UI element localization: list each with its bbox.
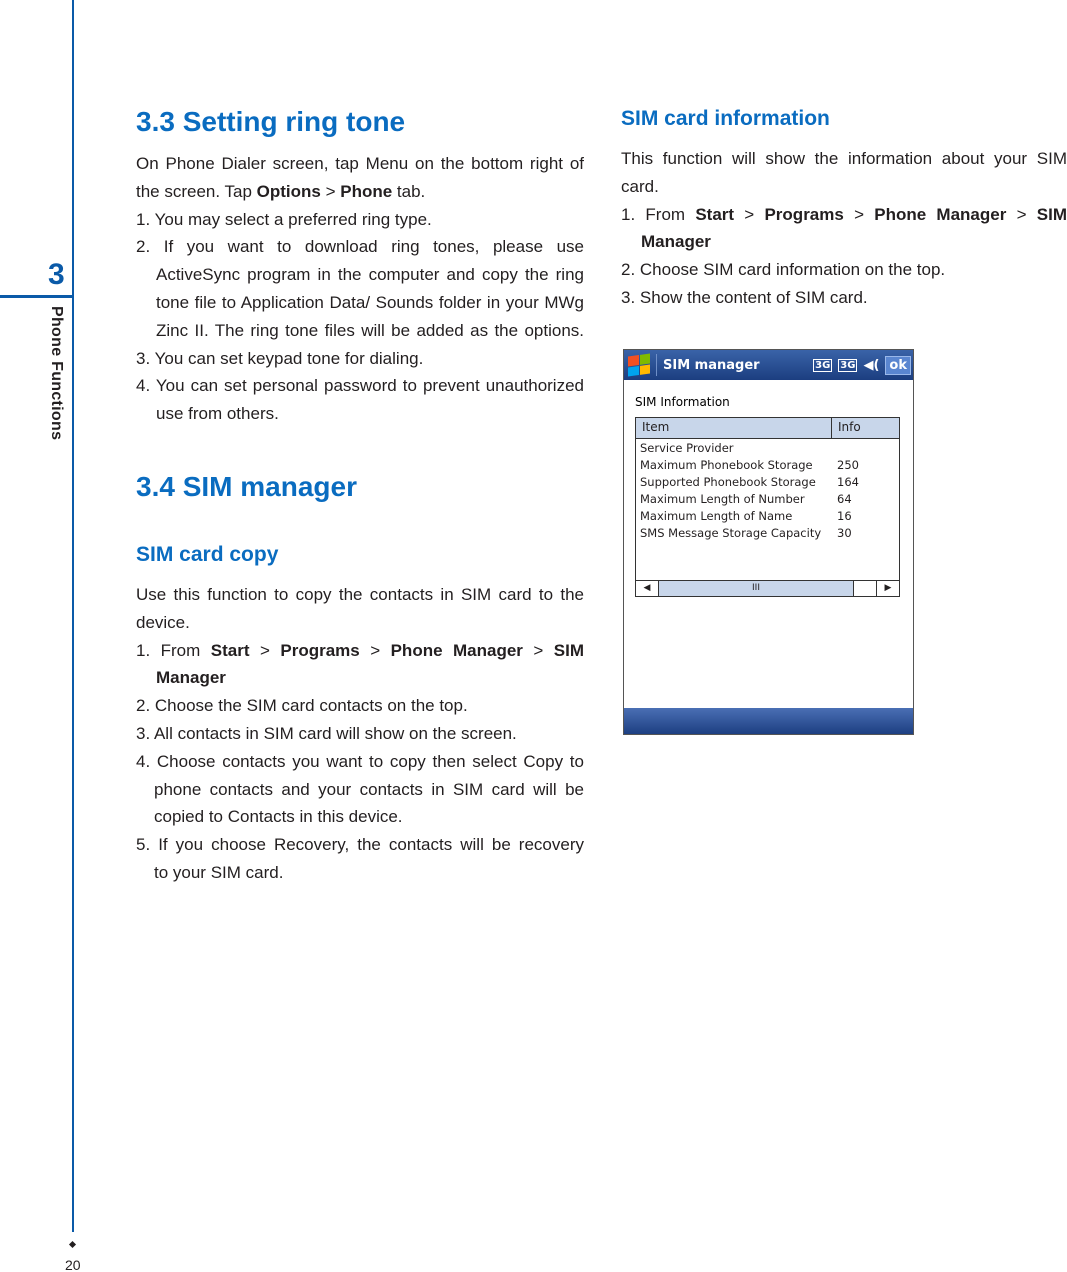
text-line bbox=[136, 696, 468, 716]
list-row[interactable] bbox=[636, 457, 899, 474]
device-screenshot bbox=[623, 349, 914, 735]
info-cell: 164 bbox=[837, 475, 859, 489]
chapter-number: 3 bbox=[48, 258, 65, 291]
text-run: 1. From bbox=[621, 204, 696, 224]
info-cell: 30 bbox=[837, 526, 852, 540]
text-run: 5. If you choose Recovery, the contacts will be recovery bbox=[136, 835, 584, 855]
list-row[interactable] bbox=[636, 508, 899, 525]
text-line bbox=[621, 288, 868, 308]
text-run: Programs bbox=[764, 204, 844, 224]
scroll-right-icon[interactable]: ▶ bbox=[876, 581, 899, 596]
text-line bbox=[136, 613, 190, 633]
section-label: SIM Information bbox=[635, 395, 730, 409]
column-header-item[interactable]: Item bbox=[636, 418, 832, 438]
item-cell: SMS Message Storage Capacity bbox=[640, 526, 822, 540]
text-run: > bbox=[1006, 204, 1037, 224]
text-run: tab. bbox=[392, 181, 426, 201]
text-run: > bbox=[734, 204, 765, 224]
text-line bbox=[621, 260, 945, 280]
text-run: Manager bbox=[156, 668, 226, 688]
text-run: 3. Show the content of SIM card. bbox=[621, 288, 868, 307]
column-header-info[interactable]: Info bbox=[838, 420, 861, 434]
signal-icon: 3G bbox=[840, 359, 856, 371]
heading-sim-card-copy: SIM card copy bbox=[136, 543, 279, 566]
text-run: Phone bbox=[340, 181, 393, 201]
text-line bbox=[154, 780, 584, 800]
title-bar bbox=[624, 350, 913, 380]
text-run: device. bbox=[136, 612, 190, 632]
text-run: Zinc II. The ring tone files will be added as the options. bbox=[156, 320, 584, 340]
text-line bbox=[136, 724, 517, 744]
item-cell: Supported Phonebook Storage bbox=[640, 475, 816, 489]
text-run: Use this function to copy the contacts in SIM card to the bbox=[136, 585, 584, 604]
text-line bbox=[156, 293, 584, 313]
list-row[interactable] bbox=[636, 474, 899, 491]
text-run: tone file to Application Data/ Sounds folder in your MWg bbox=[156, 293, 584, 312]
text-line bbox=[621, 149, 1067, 169]
list-row[interactable] bbox=[636, 491, 899, 508]
text-run: This function will show the information about your SIM bbox=[621, 149, 1067, 168]
heading-ring-tone: 3.3 Setting ring tone bbox=[136, 106, 406, 137]
text-run: phone contacts and your contacts in SIM card will be bbox=[154, 779, 584, 799]
text-run: > bbox=[320, 181, 341, 201]
text-run: 2. Choose SIM card information on the top. bbox=[621, 260, 946, 280]
text-line bbox=[136, 349, 423, 369]
text-run: On Phone Dialer screen, tap Menu on the bottom right of bbox=[136, 154, 584, 173]
info-cell: 64 bbox=[837, 492, 852, 506]
text-line bbox=[156, 404, 279, 424]
text-run: Start bbox=[695, 204, 735, 224]
text-run: 1. From bbox=[136, 640, 211, 660]
item-cell: Maximum Length of Number bbox=[640, 492, 805, 506]
list-row[interactable] bbox=[636, 525, 899, 542]
text-run: Phone Manager bbox=[874, 204, 1007, 224]
text-run: SIM bbox=[1036, 204, 1067, 224]
3g-icon: 3G bbox=[815, 359, 831, 371]
windows-start-icon bbox=[628, 353, 650, 376]
text-line bbox=[156, 265, 584, 285]
text-run: 4. Choose contacts you want to copy then select Copy to bbox=[136, 751, 584, 771]
text-run: Manager bbox=[641, 232, 711, 252]
text-line bbox=[136, 585, 584, 605]
text-run: copied to Contacts in this device. bbox=[154, 807, 403, 827]
text-run: card. bbox=[621, 176, 659, 196]
text-run: > bbox=[359, 640, 391, 660]
text-line bbox=[136, 641, 584, 661]
chapter-tab-rule bbox=[0, 295, 74, 298]
sim-info-list bbox=[635, 417, 900, 597]
text-run: Phone Manager bbox=[390, 640, 523, 660]
text-line bbox=[136, 752, 584, 772]
app-title: SIM manager bbox=[663, 357, 760, 373]
text-run: 3. You can set keypad tone for dialing. bbox=[136, 348, 424, 368]
page-number: 20 bbox=[65, 1257, 81, 1272]
text-run: Programs bbox=[280, 640, 360, 660]
text-run: 3. All contacts in SIM card will show on the screen. bbox=[136, 724, 517, 743]
text-run: Start bbox=[210, 640, 250, 660]
item-cell: Service Provider bbox=[640, 441, 734, 455]
info-cell: 250 bbox=[837, 458, 859, 472]
text-line bbox=[136, 835, 584, 855]
text-line bbox=[154, 863, 283, 883]
text-run: 4. You can set personal password to prevent unauthorized bbox=[136, 376, 584, 396]
scroll-thumb[interactable]: III bbox=[659, 581, 853, 596]
text-line bbox=[136, 182, 425, 202]
text-run: Options bbox=[256, 181, 321, 201]
heading-sim-manager: 3.4 SIM manager bbox=[136, 471, 357, 502]
speaker-icon: ◀︎( bbox=[863, 357, 880, 373]
text-run: 1. You may select a preferred ring type. bbox=[136, 209, 432, 229]
text-run: ActiveSync program in the computer and copy the ring bbox=[156, 265, 584, 285]
text-run: > bbox=[522, 640, 554, 660]
text-line bbox=[156, 321, 584, 341]
chapter-name: Phone Functions bbox=[48, 306, 65, 441]
text-run: use from others. bbox=[156, 404, 279, 424]
text-run: SIM bbox=[553, 640, 585, 660]
text-run: > bbox=[843, 204, 875, 224]
text-line bbox=[156, 668, 226, 688]
text-line bbox=[621, 205, 1067, 225]
horizontal-scrollbar[interactable] bbox=[636, 580, 899, 596]
item-cell: Maximum Phonebook Storage bbox=[640, 458, 813, 472]
soft-key-bar bbox=[624, 708, 913, 734]
margin-rule bbox=[72, 0, 74, 1232]
text-line bbox=[136, 237, 584, 257]
list-row[interactable] bbox=[636, 440, 899, 457]
heading-sim-card-info: SIM card information bbox=[621, 107, 830, 130]
text-line bbox=[641, 232, 711, 252]
diamond-icon bbox=[69, 1241, 76, 1248]
text-line bbox=[136, 376, 584, 396]
scroll-left-icon[interactable]: ◀ bbox=[636, 581, 659, 596]
ok-button[interactable]: ok bbox=[885, 356, 911, 375]
text-line bbox=[621, 177, 659, 197]
text-run: > bbox=[249, 640, 281, 660]
info-cell: 16 bbox=[837, 509, 852, 523]
text-line bbox=[154, 807, 403, 827]
text-run: 2. Choose the SIM card contacts on the top. bbox=[136, 696, 468, 716]
text-run: 2. If you want to download ring tones, please use bbox=[136, 237, 584, 257]
text-line bbox=[136, 210, 432, 230]
text-run: to your SIM card. bbox=[154, 863, 284, 882]
text-run: the screen. Tap bbox=[136, 181, 257, 201]
text-line bbox=[136, 154, 584, 174]
item-cell: Maximum Length of Name bbox=[640, 509, 793, 523]
